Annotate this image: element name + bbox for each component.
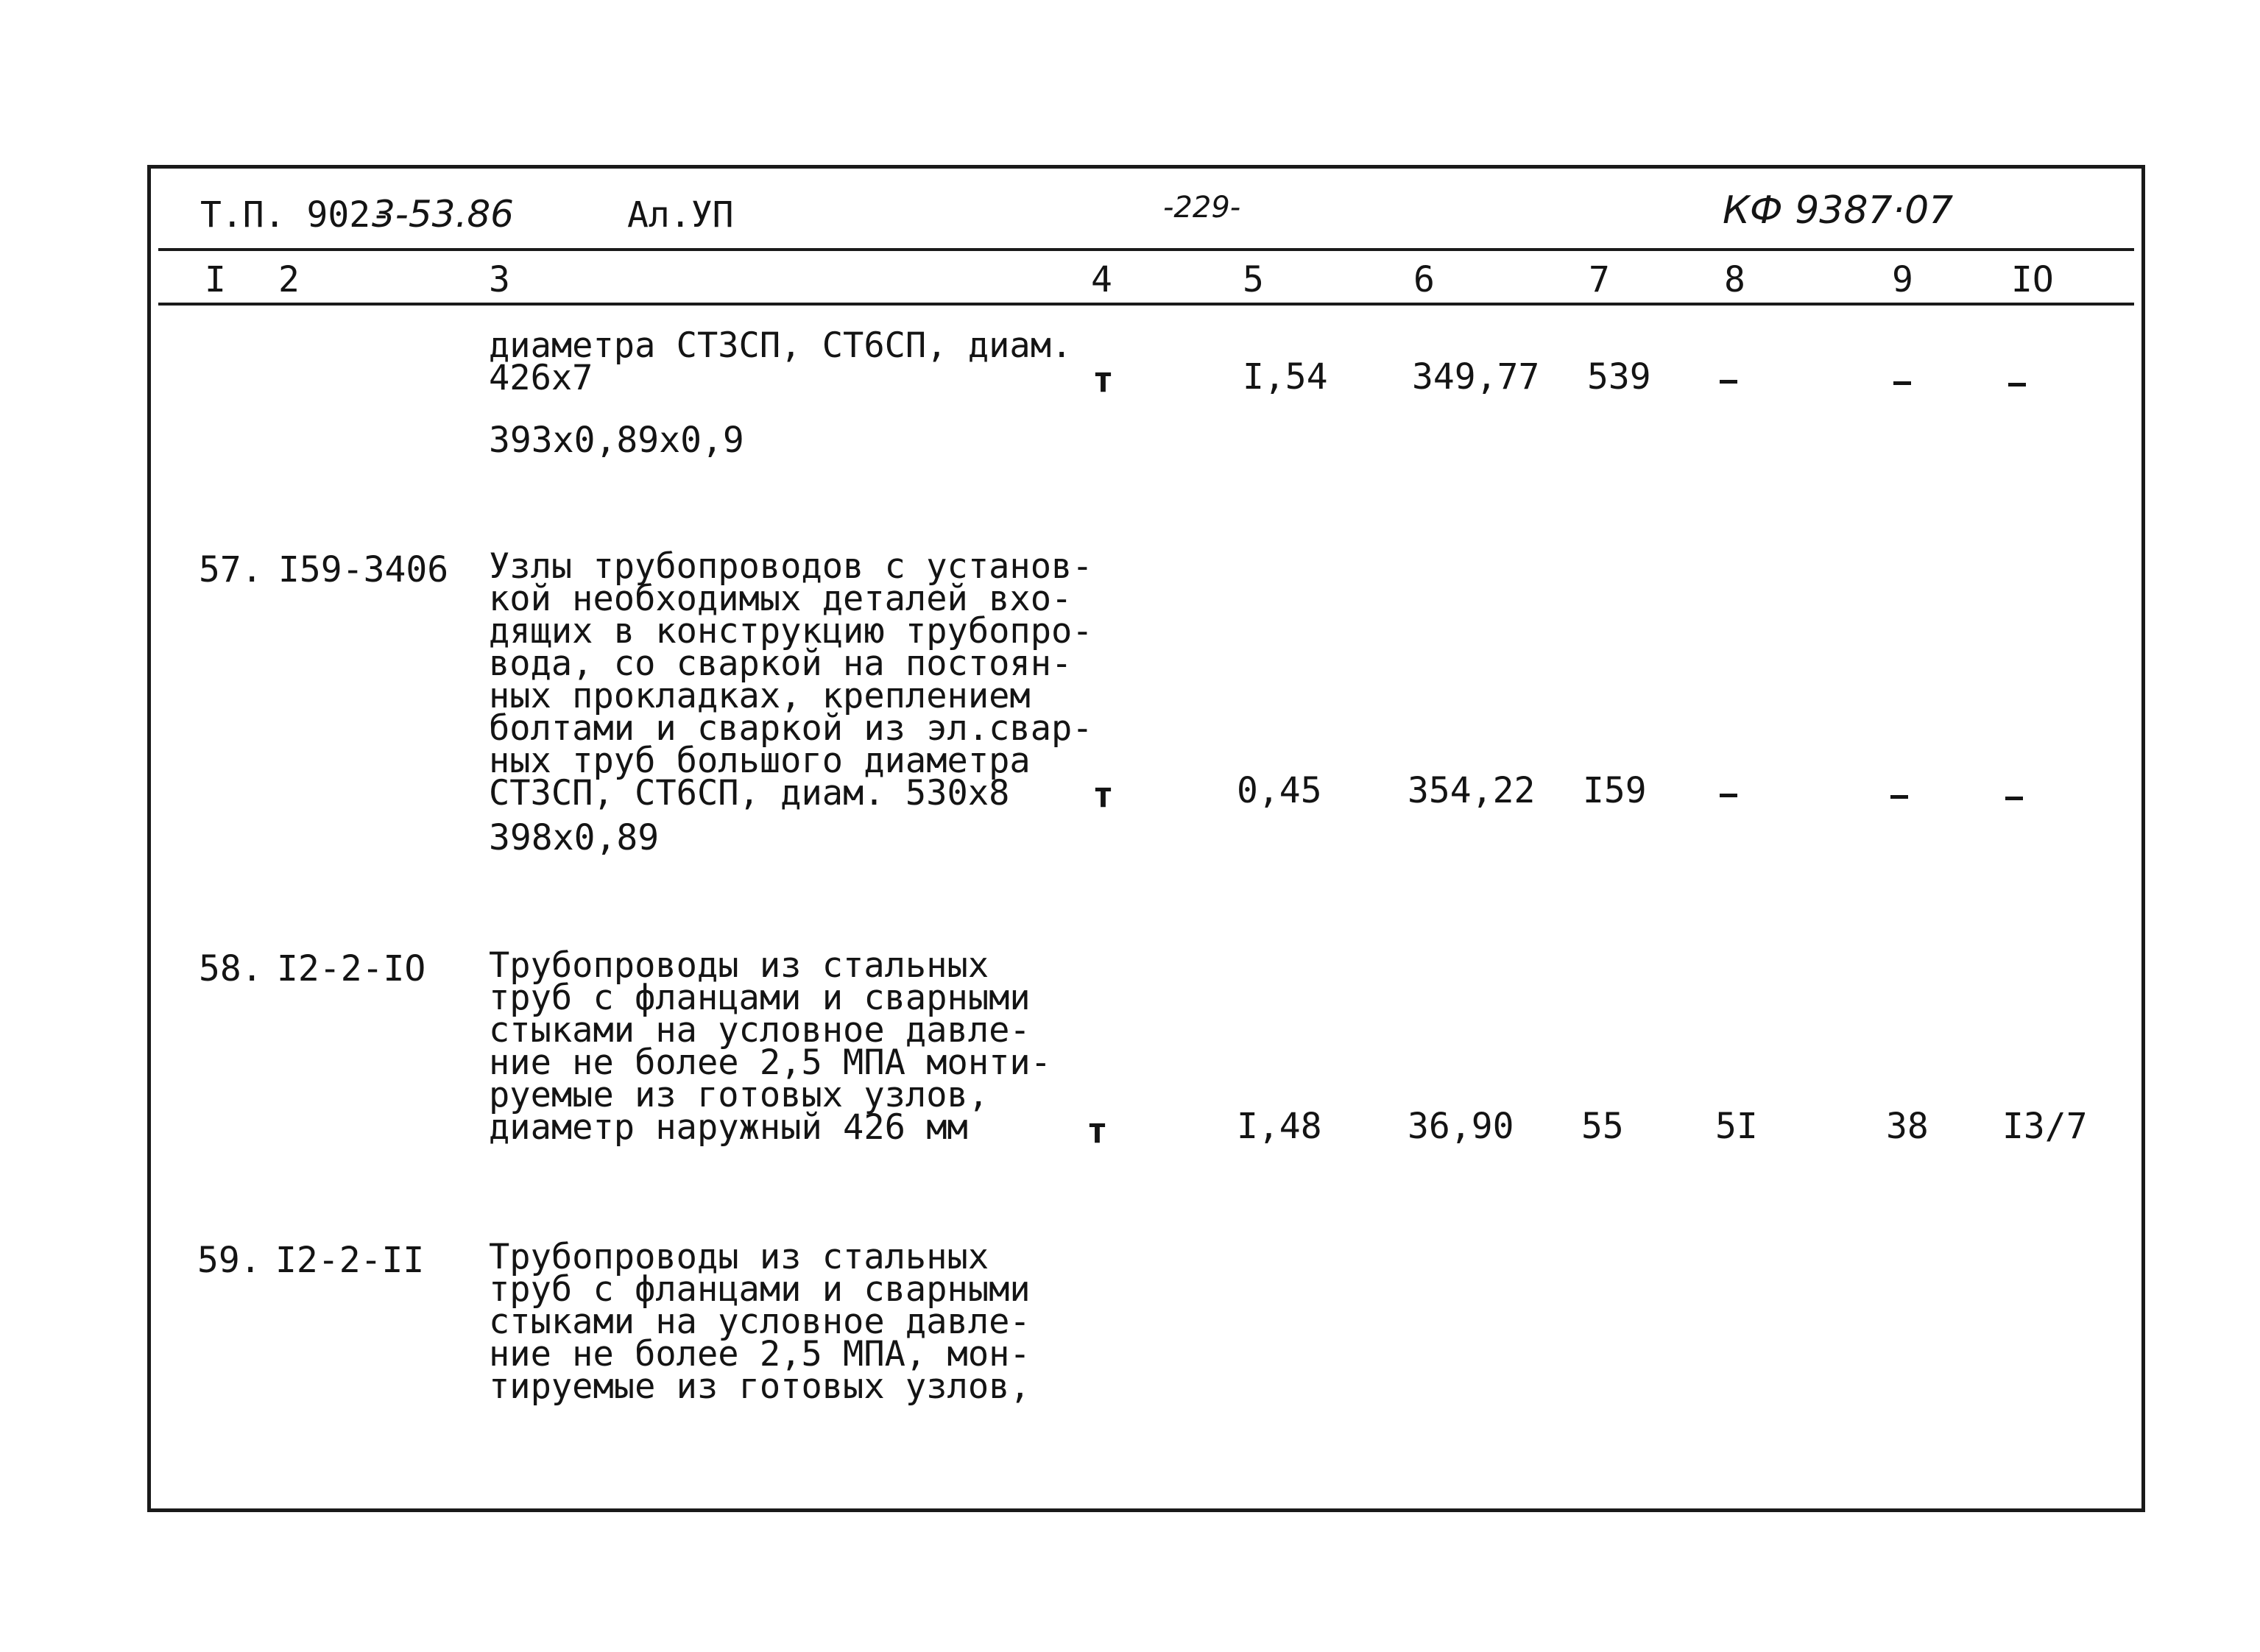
row-col8-dash — [1720, 794, 1737, 797]
row-unit: т — [1087, 1110, 1108, 1151]
row-description: Трубопроводы из стальных труб с фланцами и сварными стыками на условное давле- ние не более 2,5 МПА монти- руемые из готовых узлов, диаметр наружный 426 мм — [489, 945, 1052, 1148]
row-col7: 55 — [1581, 1106, 1624, 1147]
row-extra-note: 393x0,89x0,9 — [489, 420, 744, 461]
col-header-3: 3 — [489, 259, 510, 300]
col-header-8: 8 — [1724, 259, 1745, 300]
row-col8: 5I — [1715, 1106, 1758, 1147]
album-label: Ал.УП — [627, 194, 734, 236]
col-header-10: IO — [2011, 259, 2054, 300]
row-col6: 354,22 — [1408, 770, 1536, 811]
column-header-divider — [158, 303, 2134, 306]
row-col7: I59 — [1583, 770, 1647, 811]
row-code: I59-3406 — [278, 549, 449, 590]
header-divider — [158, 248, 2134, 251]
row-number: 59. — [197, 1240, 261, 1281]
row-description: диаметра СТЗСП, СТ6СП, диам. 426x7 — [489, 325, 1073, 398]
row-col6: 36,90 — [1408, 1106, 1514, 1147]
col-header-9: 9 — [1892, 259, 1913, 300]
row-col8-dash — [1720, 380, 1737, 384]
row-col7: 539 — [1587, 356, 1651, 398]
col-header-6: 6 — [1413, 259, 1435, 300]
row-col6: 349,77 — [1412, 356, 1540, 398]
row-number: 57. — [199, 549, 263, 590]
row-code: I2-2-IO — [277, 948, 426, 989]
row-col10-dash — [2005, 797, 2023, 800]
row-col9: 38 — [1886, 1106, 1929, 1147]
col-header-4: 4 — [1091, 259, 1112, 300]
doc-code-handwritten: 3-53.86 — [372, 193, 514, 236]
row-unit: т — [1092, 774, 1114, 816]
row-col5: I,48 — [1237, 1106, 1322, 1147]
row-unit: т — [1092, 359, 1114, 400]
page-number: -229- — [1163, 191, 1241, 225]
row-code: I2-2-II — [275, 1240, 425, 1281]
col-header-7: 7 — [1589, 259, 1610, 300]
row-col5: 0,45 — [1237, 770, 1322, 811]
row-col10-dash — [2008, 383, 2026, 386]
archive-code: КФ 9387·07 — [1723, 188, 1954, 233]
row-col10: I3/7 — [2002, 1106, 2088, 1147]
row-description: Узлы трубопроводов с установ- кой необходимых деталей вхо- дящих в конструкцию трубопро- вода, со сваркой на постоян- ных прокладках, креплением болтами и сваркой из эл.свар- ных труб большого диаметра СТЗСП, СТ6СП, диам. 530x8 — [489, 546, 1093, 813]
doc-code-prefix: Т.П. 902- — [200, 194, 392, 236]
table-frame — [147, 165, 2145, 1512]
row-col5: I,54 — [1243, 356, 1328, 398]
row-description: Трубопроводы из стальных труб с фланцами и сварными стыками на условное давле- ние не более 2,5 МПА, мон- тируемые из готовых узлов, — [489, 1237, 1031, 1407]
row-col9-dash — [1890, 795, 1908, 799]
row-col9-dash — [1893, 381, 1911, 385]
row-number: 58. — [199, 948, 263, 989]
col-header-5: 5 — [1243, 259, 1264, 300]
row-extra-note: 398x0,89 — [489, 817, 660, 858]
col-header-2: 2 — [278, 259, 300, 300]
col-header-1: I — [205, 259, 226, 300]
